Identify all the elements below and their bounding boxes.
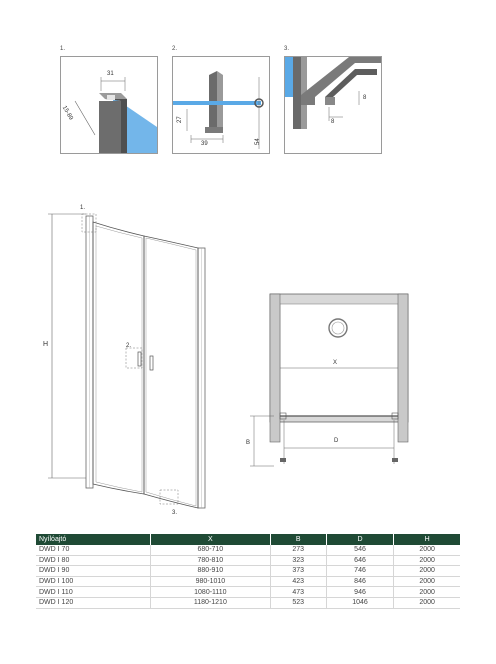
detail-1-dim-diagonal: 15-89	[60, 105, 74, 122]
cell-model: DWD I 80	[36, 555, 151, 566]
detail-1-number: 1.	[60, 46, 66, 52]
cell-b: 523	[270, 597, 326, 608]
cell-h: 2000	[394, 566, 460, 577]
table-row	[36, 566, 460, 577]
cell-d: 546	[326, 545, 394, 555]
cell-x: 980-1010	[151, 576, 271, 587]
front-view-drawing	[34, 200, 234, 520]
detail-3-number: 3.	[284, 46, 290, 52]
detail-2-dim-bottom: 39	[201, 141, 208, 147]
header-b: B	[270, 534, 326, 545]
detail-3-dim-right: 8	[363, 95, 367, 101]
cell-d: 1046	[326, 597, 394, 608]
plan-d-label: D	[334, 438, 339, 444]
cell-model: DWD I 100	[36, 576, 151, 587]
cell-d: 946	[326, 587, 394, 598]
detail-3-frame	[284, 56, 382, 154]
header-h: H	[394, 534, 460, 545]
detail-1-dim-top: 31	[107, 71, 114, 77]
header-x: X	[151, 534, 271, 545]
cell-model: DWD I 120	[36, 597, 151, 608]
cell-b: 423	[270, 576, 326, 587]
table-row	[36, 545, 460, 555]
cell-b: 323	[270, 555, 326, 566]
cell-model: DWD I 110	[36, 587, 151, 598]
detail-1-frame	[60, 56, 158, 154]
table-row	[36, 597, 460, 608]
cell-b: 273	[270, 545, 326, 555]
header-d: D	[326, 534, 394, 545]
cell-d: 846	[326, 576, 394, 587]
cell-x: 1180-1210	[151, 597, 271, 608]
cell-model: DWD I 90	[36, 566, 151, 577]
plan-b-label: B	[246, 440, 251, 446]
plan-x-label: X	[333, 360, 338, 366]
cell-h: 2000	[394, 545, 460, 555]
cell-b: 473	[270, 587, 326, 598]
cell-x: 880-910	[151, 566, 271, 577]
detail-2-dim-right: 54	[255, 138, 261, 145]
cell-h: 2000	[394, 597, 460, 608]
cell-h: 2000	[394, 555, 460, 566]
front-height-label: H	[43, 341, 49, 348]
front-callout-3: 3.	[172, 510, 178, 516]
cell-b: 373	[270, 566, 326, 577]
detail-2-frame	[172, 56, 270, 154]
table-row	[36, 555, 460, 566]
cell-x: 1080-1110	[151, 587, 271, 598]
front-callout-2: 2.	[126, 343, 132, 349]
spec-table	[36, 534, 460, 609]
table-row	[36, 576, 460, 587]
detail-3-drawing	[285, 57, 381, 153]
cell-h: 2000	[394, 587, 460, 598]
cell-d: 646	[326, 555, 394, 566]
plan-view-drawing	[244, 288, 424, 478]
detail-3-dim-bottom: 8	[331, 119, 335, 125]
detail-2-number: 2.	[172, 46, 178, 52]
table-header-row	[36, 534, 460, 545]
cell-h: 2000	[394, 576, 460, 587]
front-callout-1: 1.	[80, 205, 86, 211]
table-row	[36, 587, 460, 598]
cell-model: DWD I 70	[36, 545, 151, 555]
cell-x: 680-710	[151, 545, 271, 555]
detail-2-dim-left: 27	[177, 116, 183, 123]
cell-d: 746	[326, 566, 394, 577]
cell-x: 780-810	[151, 555, 271, 566]
header-model: Nyílóajtó	[36, 534, 151, 545]
